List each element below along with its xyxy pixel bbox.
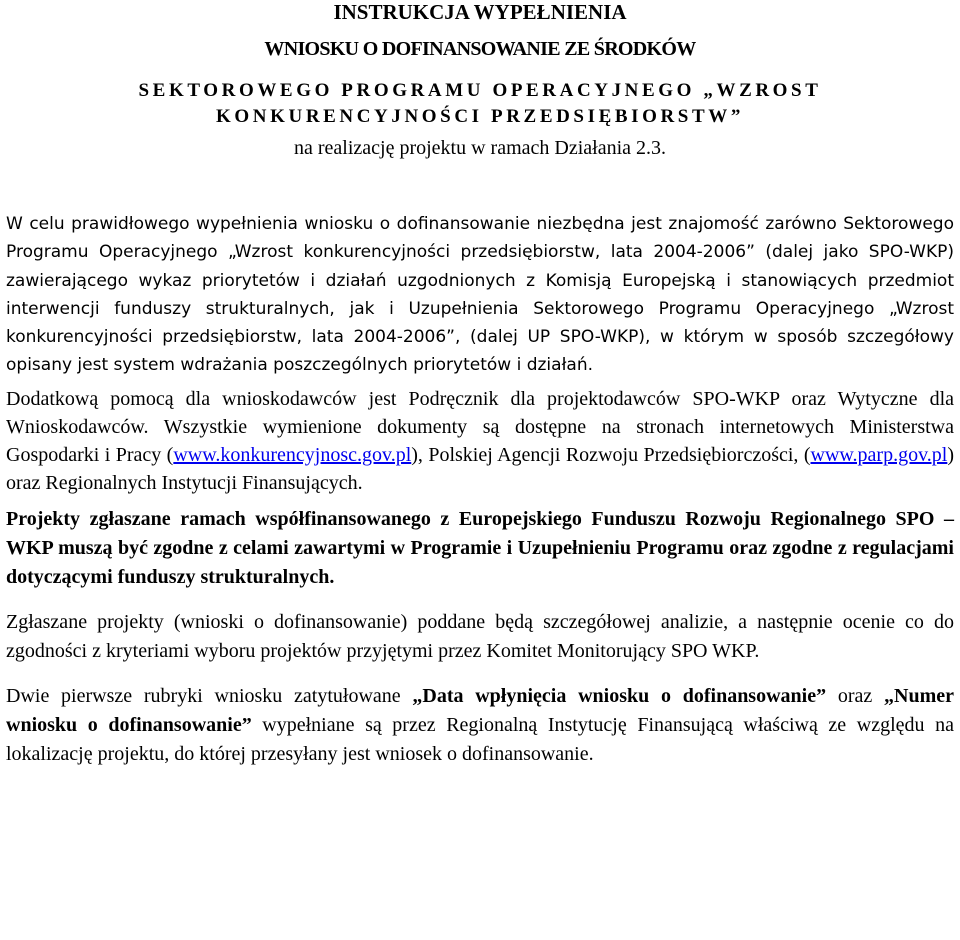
link-parp[interactable]: www.parp.gov.pl bbox=[810, 443, 948, 466]
help-text-start: Dodatkową pomocą dla wnioskodawców jest Podręcznik dla projektodawców SPO-WKP oraz Wytyczne dla Wnioskodawców. Wszystkie wymienione dokumenty są dostępne na stronach internetowych Ministerstwa Gospodarki i Pracy ( bbox=[6, 387, 954, 466]
evaluation-paragraph: Zgłaszane projekty (wnioski o dofinansowanie) poddane będą szczegółowej analizie, a następnie ocenie co do zgodności z kryteriami wyboru projektów przyjętymi przez Komitet Monitorujący SPO WKP. bbox=[6, 610, 954, 662]
help-paragraph bbox=[6, 385, 954, 497]
help-text-end: ) oraz Regionalnych Instytucji Finansujących. bbox=[6, 443, 955, 494]
doc-subtitle: WNIOSKU O DOFINANSOWANIE ZE ŚRODKÓW bbox=[264, 38, 696, 60]
program-name: SEKTOROWEGO PROGRAMU OPERACYJNEGO „WZROST KONKURENCYJNOŚCI PRZEDSIĘBIORSTW” bbox=[138, 80, 822, 127]
fields-text-3: wypełniane są przez Regionalną Instytucję Finansującą właściwą ze względu na lokalizację projektu, do której przesyłany jest wniosek o dofinansowanie. bbox=[6, 713, 954, 765]
requirements-paragraph: Projekty zgłaszane ramach współfinansowanego z Europejskiego Funduszu Rozwoju Regionalnego SPO – WKP muszą być zgodne z celami zawartymi w Programie i Uzupełnieniu Programu oraz zgodne z regulacjami dotyczącymi funduszy strukturalnych. bbox=[6, 507, 954, 588]
link-konkurencyjnosc[interactable]: www.konkurencyjnosc.gov.pl bbox=[173, 443, 412, 466]
intro-text: W celu prawidłowego wypełnienia wniosku o dofinansowanie niezbędna jest znajomość zarówno Sektorowego Programu Operacyjnego „Wzrost konkurencyjności przedsiębiorstw, lata 2004-2006” (dalej jako SPO-WKP) zawierającego wykaz priorytetów i działań uzgodnionych z Komisją Europejską i stanowiących przedmiot interwencji funduszy strukturalnych, jak i Uzupełnienia Sektorowego Programu Operacyjnego „Wzrost konkurencyjności przedsiębiorstw, lata 2004-2006”, (dalej UP SPO-WKP), w którym w sposób szczegółowy opisany jest system wdrażania poszczególnych priorytetów i działań. bbox=[6, 214, 954, 376]
help-text-middle: ), Polskiej Agencji Rozwoju Przedsiębiorczości, ( bbox=[411, 443, 811, 466]
fields-paragraph bbox=[6, 682, 954, 769]
action-line: na realizację projektu w ramach Działania 2.3. bbox=[293, 137, 667, 159]
field-name-date: „Data wpłynięcia wniosku o dofinansowanie” bbox=[412, 684, 827, 707]
field-name-number: „Numer wniosku o dofinansowanie” bbox=[6, 684, 954, 736]
fields-text-1: Dwie pierwsze rubryki wniosku zatytułowane bbox=[6, 684, 413, 707]
fields-text-2: oraz bbox=[826, 684, 885, 707]
intro-paragraph bbox=[6, 210, 954, 380]
doc-title: INSTRUKCJA WYPEŁNIENIA bbox=[333, 0, 627, 24]
